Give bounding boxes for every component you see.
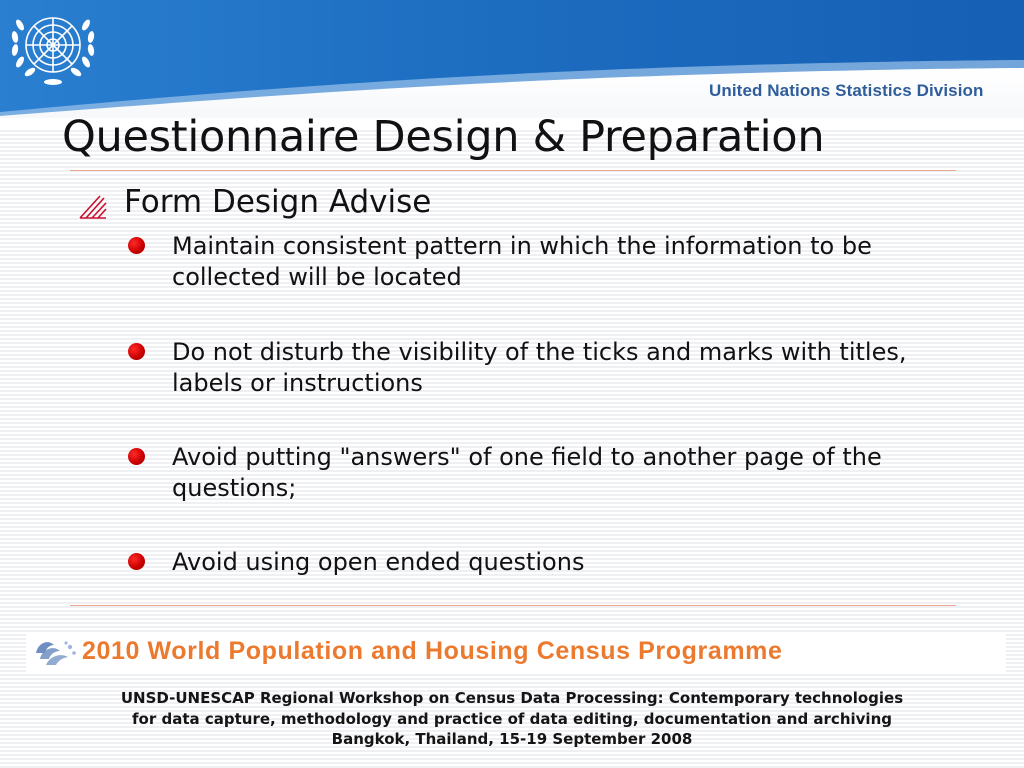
header-wave-graphic bbox=[0, 0, 1024, 130]
footer-line: UNSD-UNESCAP Regional Workshop on Census Data Processing: Contemporary technologies bbox=[120, 689, 904, 707]
bullet-text: Avoid putting "answers" of one field to another page of the questions; bbox=[172, 443, 882, 502]
red-bullet-icon bbox=[128, 343, 145, 360]
census-programme-logo-icon bbox=[32, 635, 80, 669]
header-band bbox=[0, 0, 1024, 130]
bullet-text: Do not disturb the visibility of the ticks and marks with titles, labels or instructions bbox=[172, 338, 907, 397]
workshop-footer bbox=[0, 688, 1024, 750]
census-programme-text: 2010 World Population and Housing Census Programme bbox=[82, 637, 783, 665]
un-emblem-icon bbox=[0, 0, 106, 94]
red-bullet-icon bbox=[128, 553, 145, 570]
organization-label: United Nations Statistics Division bbox=[709, 81, 984, 100]
hatched-slash-icon bbox=[78, 190, 108, 220]
bullet-text: Avoid using open ended questions bbox=[172, 548, 585, 576]
footer-line: for data capture, methodology and practice of data editing, documentation and archiving bbox=[132, 709, 892, 728]
red-bullet-icon bbox=[128, 237, 145, 254]
subheading-text: Form Design Advise bbox=[124, 184, 432, 220]
slide-title: Questionnaire Design & Preparation bbox=[62, 112, 825, 162]
census-programme-banner bbox=[26, 633, 1006, 673]
bullet-text: Maintain consistent pattern in which the information to be collected will be located bbox=[172, 232, 872, 291]
title-divider bbox=[70, 170, 956, 171]
red-bullet-icon bbox=[128, 448, 145, 465]
footer-line: Bangkok, Thailand, 15-19 September 2008 bbox=[331, 730, 693, 748]
content-divider bbox=[70, 605, 956, 606]
